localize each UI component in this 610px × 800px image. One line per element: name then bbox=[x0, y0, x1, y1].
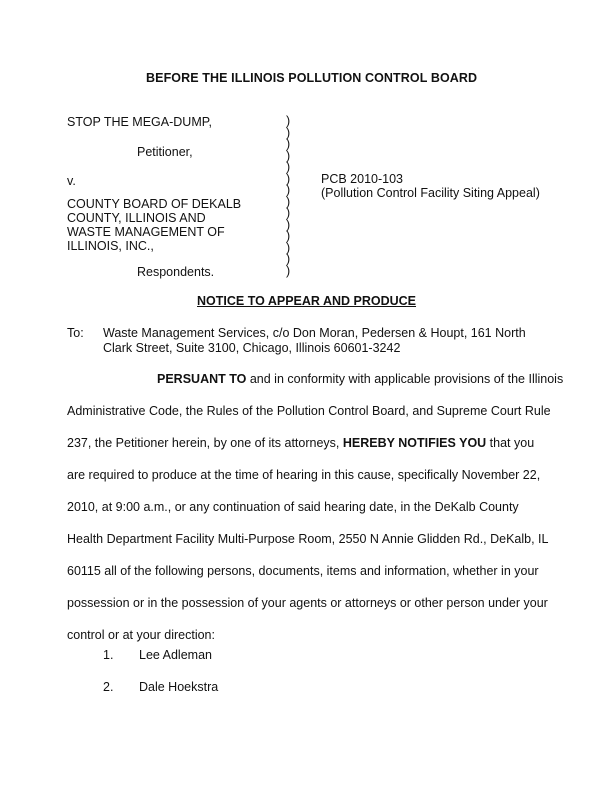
list-item: Lee Adleman bbox=[139, 648, 212, 662]
hereby-notifies-you: HEREBY NOTIFIES YOU bbox=[342, 436, 487, 450]
respondent-role: Respondents. bbox=[137, 265, 215, 279]
case-type: (Pollution Control Facility Siting Appeal) bbox=[321, 186, 540, 200]
body-line-8: possession or in the possession of your agents or attorneys or other person under your bbox=[67, 596, 548, 610]
body-line-5: 2010, at 9:00 a.m., or any continuation of said hearing date, in the DeKalb County bbox=[67, 500, 519, 514]
to-address-line-2: Clark Street, Suite 3100, Chicago, Illinois 60601-3242 bbox=[103, 341, 401, 355]
petitioner-role: Petitioner, bbox=[137, 145, 193, 159]
caption-paren-column: ) ) ) ) ) ) ) ) ) ) ) ) ) ) bbox=[286, 114, 291, 278]
versus-label: v. bbox=[67, 174, 76, 188]
body-line-7: 60115 all of the following persons, documents, items and information, whether in your bbox=[67, 564, 539, 578]
document-heading: BEFORE THE ILLINOIS POLLUTION CONTROL BOARD bbox=[146, 71, 478, 85]
body-line-4: are required to produce at the time of hearing in this cause, specifically November 22, bbox=[67, 468, 541, 482]
body-line-3: 237, the Petitioner herein, by one of its attorneys, HEREBY NOTIFIES YOU that you bbox=[67, 436, 535, 450]
list-item-number: 1. bbox=[103, 648, 114, 662]
persuant-to: PERSUANT TO bbox=[157, 372, 247, 386]
list-item: Dale Hoekstra bbox=[139, 680, 219, 694]
respondent-line: COUNTY, ILLINOIS AND bbox=[67, 211, 206, 225]
petitioner-name: STOP THE MEGA-DUMP, bbox=[67, 115, 212, 129]
respondent-names bbox=[67, 197, 241, 253]
respondent-line: COUNTY BOARD OF DEKALB bbox=[67, 197, 242, 211]
body-line-9: control or at your direction: bbox=[67, 628, 215, 642]
case-number: PCB 2010-103 bbox=[321, 172, 404, 186]
notice-title: NOTICE TO APPEAR AND PRODUCE bbox=[197, 294, 417, 308]
body-line-6: Health Department Facility Multi-Purpose Room, 2550 N Annie Glidden Rd., DeKalb, IL bbox=[67, 532, 549, 546]
to-label: To: bbox=[67, 326, 84, 340]
to-address-line-1: Waste Management Services, c/o Don Moran, Pedersen & Houpt, 161 North bbox=[103, 326, 526, 340]
list-item-number: 2. bbox=[103, 680, 114, 694]
respondent-line: WASTE MANAGEMENT OF bbox=[67, 225, 225, 239]
body-line-2: Administrative Code, the Rules of the Pollution Control Board, and Supreme Court Rule bbox=[67, 404, 551, 418]
respondent-line: ILLINOIS, INC., bbox=[67, 239, 154, 253]
body-line-1: PERSUANT TO and in conformity with applicable provisions of the Illinois bbox=[157, 372, 564, 386]
